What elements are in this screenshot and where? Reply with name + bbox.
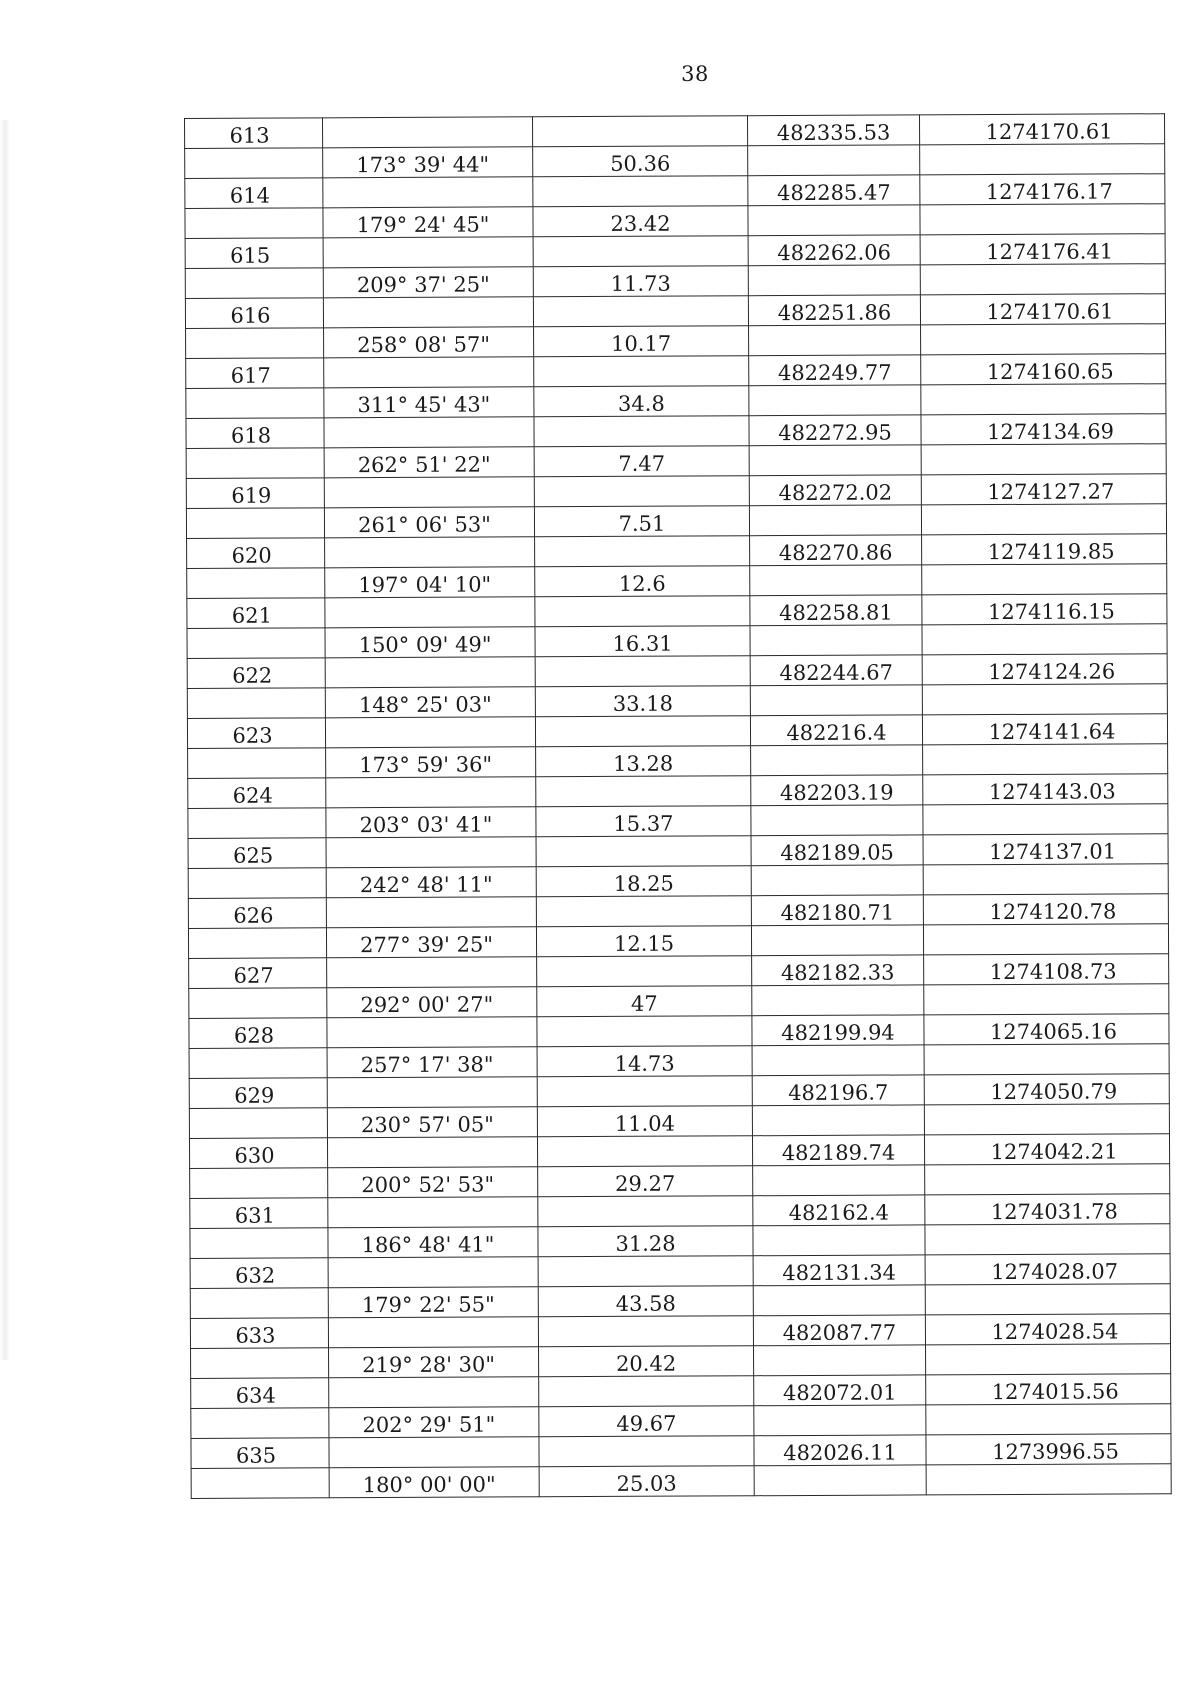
- segment-row: [185, 204, 1165, 239]
- bearing-cell: [325, 537, 535, 568]
- distance-cell: 12.6: [535, 566, 750, 597]
- segment-row: [186, 444, 1166, 479]
- point-row: [185, 114, 1165, 149]
- easting-cell: 1274028.07: [925, 1254, 1170, 1285]
- northing-cell: 482272.95: [749, 415, 921, 446]
- point-id-cell: 633: [190, 1318, 328, 1349]
- bearing-cell: 209° 37' 25": [323, 267, 533, 298]
- distance-cell: [536, 836, 751, 867]
- point-row: [187, 534, 1167, 569]
- point-row: [189, 1074, 1169, 1109]
- point-row: [186, 474, 1166, 509]
- segment-row: [190, 1284, 1170, 1319]
- bearing-cell: [324, 477, 534, 508]
- bearing-cell: 180° 00' 00": [329, 1467, 539, 1498]
- point-row: [187, 654, 1167, 689]
- northing-cell: [750, 565, 922, 596]
- segment-row: [185, 144, 1165, 179]
- distance-cell: 23.42: [533, 206, 748, 237]
- easting-cell: 1274031.78: [925, 1194, 1170, 1225]
- bearing-cell: [323, 177, 533, 208]
- distance-cell: [535, 656, 750, 687]
- bearing-cell: [325, 657, 535, 688]
- easting-cell: [923, 864, 1168, 895]
- point-id-cell: 634: [191, 1378, 329, 1409]
- bearing-cell: 202° 29' 51": [329, 1407, 539, 1438]
- segment-row: [187, 684, 1167, 719]
- easting-cell: 1274143.03: [923, 774, 1168, 805]
- bearing-cell: [329, 1377, 539, 1408]
- point-id-cell: [185, 148, 323, 179]
- segment-row: [191, 1344, 1171, 1379]
- point-id-cell: 623: [187, 718, 325, 749]
- distance-cell: [536, 776, 751, 807]
- point-row: [189, 1014, 1169, 1049]
- distance-cell: [537, 1076, 752, 1107]
- easting-cell: 1274050.79: [924, 1074, 1169, 1105]
- distance-cell: [537, 1016, 752, 1047]
- distance-cell: 13.28: [536, 746, 751, 777]
- easting-cell: 1274124.26: [922, 654, 1167, 685]
- bearing-cell: 311° 45' 43": [324, 387, 534, 418]
- northing-cell: [749, 505, 921, 536]
- segment-row: [186, 504, 1166, 539]
- point-id-cell: [186, 388, 324, 419]
- segment-row: [185, 264, 1165, 299]
- northing-cell: [752, 1045, 924, 1076]
- northing-cell: [752, 985, 924, 1016]
- easting-cell: 1274116.15: [922, 594, 1167, 625]
- point-id-cell: 613: [185, 118, 323, 149]
- segment-row: [190, 1224, 1170, 1259]
- page-number: 38: [681, 62, 709, 86]
- segment-row: [187, 624, 1167, 659]
- point-id-cell: 622: [187, 658, 325, 689]
- segment-row: [188, 804, 1168, 839]
- easting-cell: 1274137.01: [923, 834, 1168, 865]
- easting-cell: [920, 204, 1165, 235]
- easting-cell: 1274134.69: [921, 414, 1166, 445]
- easting-cell: 1273996.55: [926, 1434, 1171, 1465]
- point-id-cell: [189, 988, 327, 1019]
- bearing-cell: 186° 48' 41": [328, 1227, 538, 1258]
- segment-row: [187, 564, 1167, 599]
- point-row: [188, 894, 1168, 929]
- bearing-cell: [323, 297, 533, 328]
- distance-cell: [535, 536, 750, 567]
- point-row: [187, 714, 1167, 749]
- northing-cell: 482189.74: [752, 1135, 924, 1166]
- northing-cell: [753, 1165, 925, 1196]
- bearing-cell: [328, 1257, 538, 1288]
- bearing-cell: 173° 39' 44": [323, 147, 533, 178]
- distance-cell: 10.17: [534, 326, 749, 357]
- northing-cell: 482026.11: [754, 1435, 926, 1466]
- point-id-cell: [191, 1348, 329, 1379]
- bearing-cell: [327, 1137, 537, 1168]
- distance-cell: [535, 716, 750, 747]
- bearing-cell: [323, 237, 533, 268]
- bearing-cell: 200° 52' 53": [328, 1167, 538, 1198]
- bearing-cell: [326, 897, 536, 928]
- point-row: [188, 774, 1168, 809]
- bearing-cell: [327, 1017, 537, 1048]
- segment-row: [190, 1164, 1170, 1199]
- easting-cell: [925, 1164, 1170, 1195]
- northing-cell: [748, 205, 920, 236]
- easting-cell: 1274141.64: [922, 714, 1167, 745]
- northing-cell: [750, 685, 922, 716]
- point-row: [191, 1374, 1171, 1409]
- distance-cell: 12.15: [536, 926, 751, 957]
- easting-cell: [926, 1344, 1171, 1375]
- northing-cell: [753, 1225, 925, 1256]
- point-id-cell: 635: [191, 1438, 329, 1469]
- point-id-cell: [188, 748, 326, 779]
- distance-cell: 25.03: [539, 1466, 754, 1497]
- northing-cell: 482203.19: [751, 775, 923, 806]
- northing-cell: [753, 1285, 925, 1316]
- distance-cell: 7.47: [534, 446, 749, 477]
- distance-cell: [534, 476, 749, 507]
- point-row: [185, 294, 1165, 329]
- bearing-cell: 292° 00' 27": [327, 987, 537, 1018]
- easting-cell: 1274176.41: [920, 234, 1165, 265]
- segment-row: [189, 984, 1169, 1019]
- northing-cell: 482131.34: [753, 1255, 925, 1286]
- northing-cell: [751, 745, 923, 776]
- bearing-cell: [325, 597, 535, 628]
- bearing-cell: 179° 22' 55": [328, 1287, 538, 1318]
- segment-row: [188, 864, 1168, 899]
- northing-cell: 482216.4: [750, 715, 922, 746]
- northing-cell: 482162.4: [753, 1195, 925, 1226]
- distance-cell: [538, 1316, 753, 1347]
- northing-cell: 482196.7: [752, 1075, 924, 1106]
- northing-cell: [749, 445, 921, 476]
- northing-cell: [754, 1405, 926, 1436]
- point-id-cell: [185, 208, 323, 239]
- point-row: [189, 954, 1169, 989]
- point-row: [187, 594, 1167, 629]
- bearing-cell: [328, 1317, 538, 1348]
- easting-cell: [922, 684, 1167, 715]
- segment-row: [189, 1044, 1169, 1079]
- easting-cell: [923, 804, 1168, 835]
- segment-row: [189, 1104, 1169, 1139]
- bearing-cell: 148° 25' 03": [325, 687, 535, 718]
- point-row: [190, 1254, 1170, 1289]
- distance-cell: 11.04: [537, 1106, 752, 1137]
- northing-cell: [751, 925, 923, 956]
- distance-cell: [534, 356, 749, 387]
- northing-cell: [748, 265, 920, 296]
- bearing-cell: 150° 09' 49": [325, 627, 535, 658]
- easting-cell: [921, 444, 1166, 475]
- point-id-cell: [185, 268, 323, 299]
- distance-cell: 43.58: [538, 1286, 753, 1317]
- bearing-cell: 242° 48' 11": [326, 867, 536, 898]
- distance-cell: [538, 1256, 753, 1287]
- point-id-cell: 630: [189, 1138, 327, 1169]
- bearing-cell: 261° 06' 53": [324, 507, 534, 538]
- northing-cell: 482262.06: [748, 235, 920, 266]
- point-row: [188, 834, 1168, 869]
- northing-cell: 482270.86: [750, 535, 922, 566]
- point-id-cell: 616: [185, 298, 323, 329]
- survey-coordinates-table: [184, 113, 1172, 1499]
- point-id-cell: 625: [188, 838, 326, 869]
- point-id-cell: 629: [189, 1078, 327, 1109]
- point-id-cell: [187, 628, 325, 659]
- segment-row: [188, 744, 1168, 779]
- segment-row: [186, 324, 1166, 359]
- easting-cell: [920, 264, 1165, 295]
- bearing-cell: 203° 03' 41": [326, 807, 536, 838]
- easting-cell: 1274015.56: [926, 1374, 1171, 1405]
- easting-cell: [920, 144, 1165, 175]
- distance-cell: [534, 416, 749, 447]
- distance-cell: 50.36: [533, 146, 748, 177]
- northing-cell: [748, 145, 920, 176]
- bearing-cell: 179° 24' 45": [323, 207, 533, 238]
- point-row: [189, 1134, 1169, 1169]
- easting-cell: [922, 624, 1167, 655]
- easting-cell: 1274120.78: [923, 894, 1168, 925]
- point-id-cell: [188, 928, 326, 959]
- easting-cell: 1274119.85: [922, 534, 1167, 565]
- easting-cell: 1274160.65: [921, 354, 1166, 385]
- easting-cell: 1274065.16: [924, 1014, 1169, 1045]
- bearing-cell: [326, 837, 536, 868]
- distance-cell: [532, 116, 747, 147]
- distance-cell: 16.31: [535, 626, 750, 657]
- easting-cell: 1274042.21: [924, 1134, 1169, 1165]
- point-id-cell: 615: [185, 238, 323, 269]
- distance-cell: [538, 1196, 753, 1227]
- bearing-cell: [326, 777, 536, 808]
- easting-cell: [923, 744, 1168, 775]
- point-id-cell: [191, 1468, 329, 1499]
- distance-cell: [533, 296, 748, 327]
- bearing-cell: 173° 59' 36": [326, 747, 536, 778]
- distance-cell: 15.37: [536, 806, 751, 837]
- easting-cell: [921, 324, 1166, 355]
- point-id-cell: 619: [186, 478, 324, 509]
- point-id-cell: 632: [190, 1258, 328, 1289]
- easting-cell: 1274170.61: [919, 114, 1164, 145]
- northing-cell: 482258.81: [750, 595, 922, 626]
- easting-cell: [925, 1224, 1170, 1255]
- point-id-cell: [186, 448, 324, 479]
- easting-cell: [921, 384, 1166, 415]
- distance-cell: [535, 596, 750, 627]
- point-id-cell: [190, 1228, 328, 1259]
- distance-cell: [537, 956, 752, 987]
- northing-cell: [749, 385, 921, 416]
- point-id-cell: [187, 568, 325, 599]
- point-row: [185, 234, 1165, 269]
- point-id-cell: [186, 328, 324, 359]
- easting-cell: [922, 564, 1167, 595]
- point-id-cell: [188, 808, 326, 839]
- northing-cell: 482199.94: [752, 1015, 924, 1046]
- easting-cell: 1274170.61: [920, 294, 1165, 325]
- bearing-cell: [324, 417, 534, 448]
- bearing-cell: 219° 28' 30": [329, 1347, 539, 1378]
- northing-cell: 482285.47: [748, 175, 920, 206]
- distance-cell: 7.51: [534, 506, 749, 537]
- easting-cell: [924, 984, 1169, 1015]
- easting-cell: [925, 1284, 1170, 1315]
- distance-cell: [533, 176, 748, 207]
- bearing-cell: [323, 117, 533, 148]
- point-row: [190, 1194, 1170, 1229]
- point-row: [185, 174, 1165, 209]
- distance-cell: 18.25: [536, 866, 751, 897]
- easting-cell: [921, 504, 1166, 535]
- point-id-cell: [189, 1108, 327, 1139]
- distance-cell: 34.8: [534, 386, 749, 417]
- point-id-cell: [187, 688, 325, 719]
- northing-cell: 482087.77: [753, 1315, 925, 1346]
- bearing-cell: 277° 39' 25": [326, 927, 536, 958]
- bearing-cell: [325, 717, 535, 748]
- point-id-cell: 624: [188, 778, 326, 809]
- northing-cell: 482182.33: [752, 955, 924, 986]
- bearing-cell: [324, 357, 534, 388]
- northing-cell: [754, 1345, 926, 1376]
- distance-cell: 20.42: [539, 1346, 754, 1377]
- point-id-cell: 626: [188, 898, 326, 929]
- segment-row: [186, 384, 1166, 419]
- distance-cell: 11.73: [533, 266, 748, 297]
- point-id-cell: 620: [187, 538, 325, 569]
- point-id-cell: [189, 1048, 327, 1079]
- northing-cell: [750, 625, 922, 656]
- distance-cell: 31.28: [538, 1226, 753, 1257]
- northing-cell: [754, 1465, 926, 1496]
- distance-cell: [539, 1376, 754, 1407]
- northing-cell: [749, 325, 921, 356]
- point-row: [190, 1314, 1170, 1349]
- bearing-cell: 257° 17' 38": [327, 1047, 537, 1078]
- northing-cell: [751, 805, 923, 836]
- northing-cell: 482249.77: [749, 355, 921, 386]
- point-row: [186, 414, 1166, 449]
- northing-cell: 482251.86: [748, 295, 920, 326]
- distance-cell: 29.27: [538, 1166, 753, 1197]
- point-id-cell: [186, 508, 324, 539]
- bearing-cell: 197° 04' 10": [325, 567, 535, 598]
- distance-cell: [539, 1436, 754, 1467]
- point-id-cell: [190, 1288, 328, 1319]
- easting-cell: [923, 924, 1168, 955]
- northing-cell: 482335.53: [747, 115, 919, 146]
- distance-cell: 49.67: [539, 1406, 754, 1437]
- segment-row: [191, 1404, 1171, 1439]
- bearing-cell: 262° 51' 22": [324, 447, 534, 478]
- northing-cell: 482272.02: [749, 475, 921, 506]
- easting-cell: [926, 1464, 1171, 1495]
- northing-cell: 482072.01: [754, 1375, 926, 1406]
- point-id-cell: 628: [189, 1018, 327, 1049]
- point-id-cell: 627: [189, 958, 327, 989]
- distance-cell: [533, 236, 748, 267]
- easting-cell: [924, 1104, 1169, 1135]
- scan-edge-shadow: [0, 120, 10, 1360]
- distance-cell: 14.73: [537, 1046, 752, 1077]
- northing-cell: [752, 1105, 924, 1136]
- bearing-cell: [329, 1437, 539, 1468]
- point-id-cell: 614: [185, 178, 323, 209]
- point-row: [186, 354, 1166, 389]
- distance-cell: 47: [537, 986, 752, 1017]
- northing-cell: 482180.71: [751, 895, 923, 926]
- easting-cell: 1274176.17: [920, 174, 1165, 205]
- point-id-cell: 617: [186, 358, 324, 389]
- northing-cell: 482244.67: [750, 655, 922, 686]
- bearing-cell: 230° 57' 05": [327, 1107, 537, 1138]
- easting-cell: [924, 1044, 1169, 1075]
- bearing-cell: 258° 08' 57": [324, 327, 534, 358]
- point-id-cell: [188, 868, 326, 899]
- survey-table-body: [185, 114, 1172, 1499]
- point-id-cell: 618: [186, 418, 324, 449]
- point-id-cell: [191, 1408, 329, 1439]
- easting-cell: 1274028.54: [925, 1314, 1170, 1345]
- easting-cell: 1274127.27: [921, 474, 1166, 505]
- easting-cell: 1274108.73: [924, 954, 1169, 985]
- point-id-cell: 631: [190, 1198, 328, 1229]
- distance-cell: [536, 896, 751, 927]
- northing-cell: 482189.05: [751, 835, 923, 866]
- point-id-cell: [190, 1168, 328, 1199]
- easting-cell: [926, 1404, 1171, 1435]
- segment-row: [188, 924, 1168, 959]
- segment-row: [191, 1464, 1171, 1499]
- northing-cell: [751, 865, 923, 896]
- bearing-cell: [328, 1197, 538, 1228]
- distance-cell: [537, 1136, 752, 1167]
- point-id-cell: 621: [187, 598, 325, 629]
- bearing-cell: [327, 957, 537, 988]
- distance-cell: 33.18: [535, 686, 750, 717]
- point-row: [191, 1434, 1171, 1469]
- bearing-cell: [327, 1077, 537, 1108]
